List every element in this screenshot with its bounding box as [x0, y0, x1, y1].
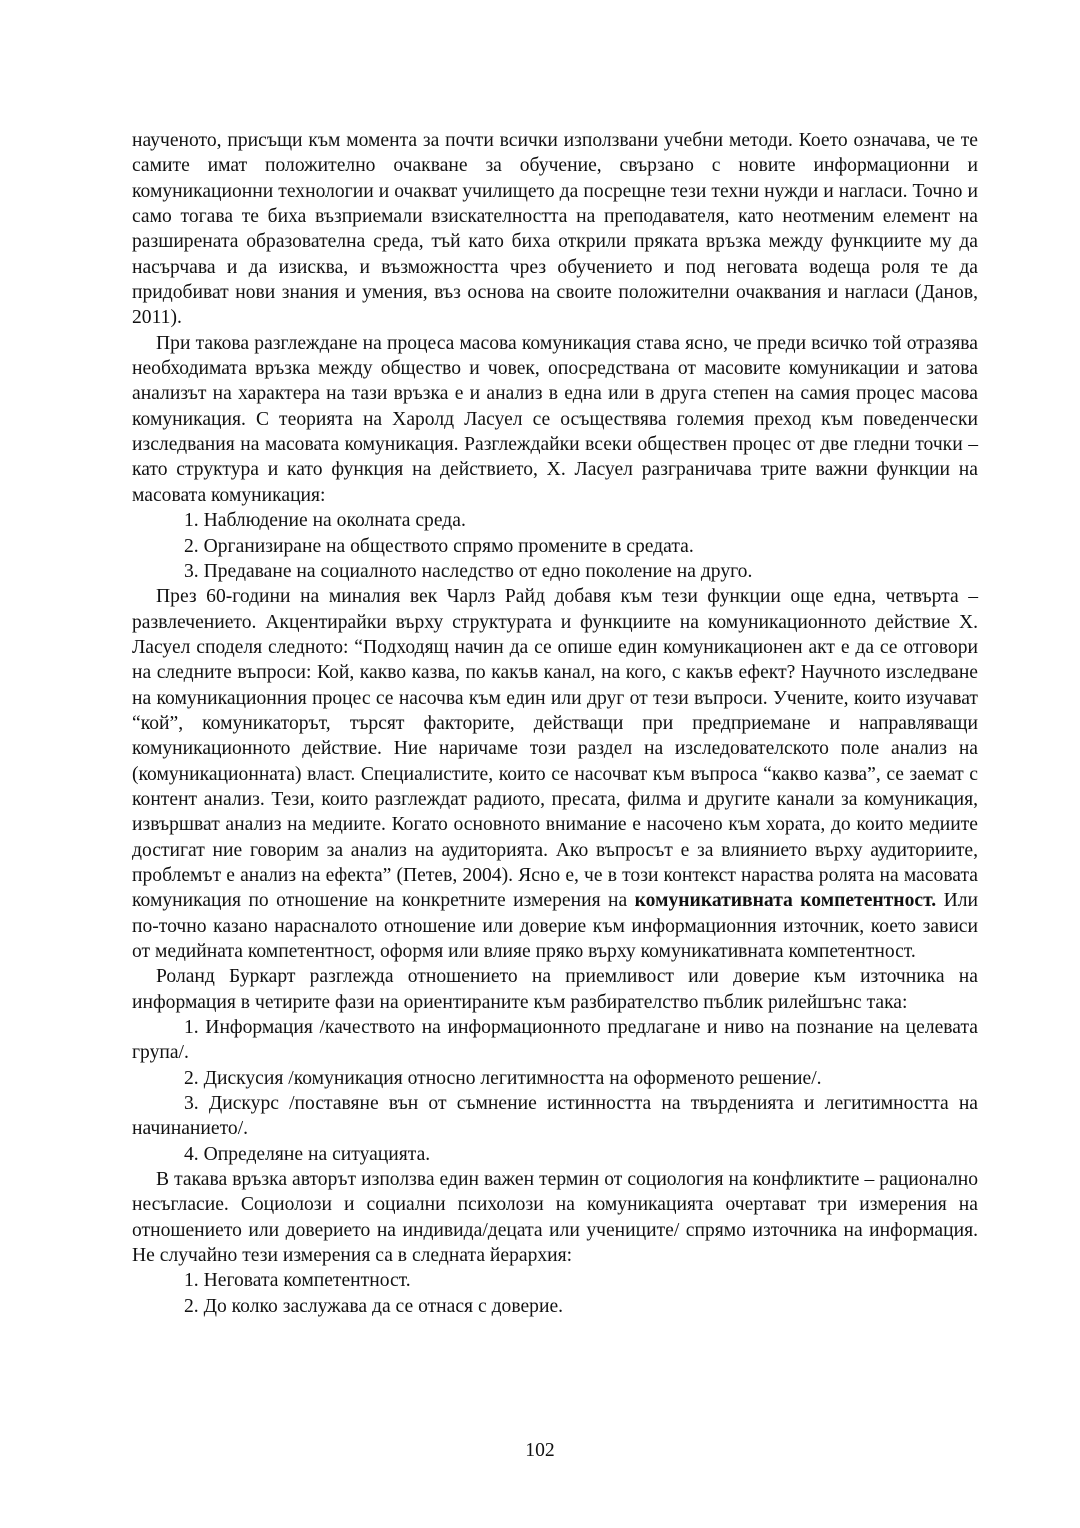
page-number: 102 — [525, 1440, 555, 1461]
list-item: 1. Информация /качеството на информационното предлагане и ниво на познание на целевата група/. — [132, 1017, 978, 1064]
list-item: 1. Наблюдение на околната среда. — [184, 510, 466, 532]
paragraph-3-text: През 60-години на миналия век Чарлз Райд добавя към тези функции още една, четвърта – развлечението. Акцентирайки върху структурата и функциите на комуникационното действие Х. Ласуел споделя следното: “Подходящ начин да се опише един комуникационен акт е да се отговори на следните въпроси: Кой, какво казва, по какъв канал, на кого, с какъв ефект? Научното изследване на комуникационния процес се насочва към един или друг от тези въпроси. Учените, които изучават “кой”, комуникаторът, търсят факторите, действащи при предприемане и направляващи комуникационното действие. Ние наричаме този раздел на изследователското поле анализ на (комуникационната) власт. Специалистите, които се насочват към въпроса “какво казва”, се заемат с контент анализ. Тези, които разглеждат радиото, пресата, филма и другите канали за комуникация, извършват анализ на медиите. Когато основното внимание е насочено към хората, до които медиите достигат ние говорим за анализ на аудиторията. Ако въпросът е за влиянието върху аудиториите, проблемът е анализ на ефекта” (Петев, 2004). Ясно е, че в този контекст нараства ролята на масовата комуникация по отношение на конкретните измерения на — [132, 586, 978, 912]
paragraph-5: В такава връзка авторът използва един важен термин от социология на конфликтите – рационално несъгласие. Социолози и социални психолози на комуникацията очертават три измерения на отношението или доверието на индивида/децата или учениците/ спрямо източника на информация. Не случайно тези измерения са в следната йерархия: — [132, 1169, 978, 1267]
list-item: 3. Дискурс /поставяне вън от съмнение истинността на твърденията и легитимността на начинанието/. — [132, 1093, 978, 1140]
body-text — [132, 128, 978, 1319]
paragraph-4: Роланд Буркарт разглежда отношението на приемливост или доверие към източника на информация в четирите фази на ориентираните към разбирателство пъблик рилейшънс така: — [132, 966, 978, 1013]
list-item: 4. Определяне на ситуацията. — [184, 1143, 431, 1165]
list-item: 2. Дискусия /комуникация относно легитимността на оформеното решение/. — [184, 1067, 822, 1089]
list-item: 2. Организиране на обществото спрямо промените в средата. — [184, 535, 694, 557]
list-item: 2. До колко заслужава да се отнася с доверие. — [184, 1295, 564, 1317]
paragraph-2: При такова разглеждане на процеса масова комуникация става ясно, че преди всичко той отразява необходимата връзка между общество и човек, опосредствана от масовите комуникации и затова анализът на характера на тази връзка е и анализ в една или в друга степен на самия процес масова комуникация. С теорията на Харолд Ласуел се осъществява големия преход към поведенчески изследвания на масовата комуникация. Разглеждайки всеки обществен процес от две гледни точки – като структура и като функция на действието, Х. Ласуел разграничава трите важни функции на масовата комуникация: — [132, 332, 978, 506]
paragraph-1: наученото, присъщи към момента за почти всички използвани учебни методи. Което означава, че те самите имат положително очакване за обучение, свързано с новите информационни и комуникационни технологии и очакват училището да посрещне тези техни нужди и нагласи. Точно и само тогава те биха възприемали взискателността на преподавателя, като неотменим елемент на разширената образователна среда, тъй като биха открили пряката връзка между функциите му да насърчава и да изисква, и възможността чрез обучението и под неговата водеща роля те да придобиват нови знания и умения, въз основа на своите положителни очаквания и нагласи (Данов, 2011). — [132, 130, 978, 329]
bold-term: комуникативната компетентност. — [634, 890, 937, 912]
paragraph-3-text-continued: Или по-точно казано нарасналото отношение или доверие към информационния източник, което зависи от медийната компетентност, оформя или влияе пряко върху комуникативната компетентност. — [132, 890, 978, 962]
paragraph-3 — [132, 584, 978, 964]
list-item: 1. Неговата компетентност. — [184, 1270, 411, 1292]
list-item: 3. Предаване на социалното наследство от едно поколение на друго. — [184, 560, 753, 582]
